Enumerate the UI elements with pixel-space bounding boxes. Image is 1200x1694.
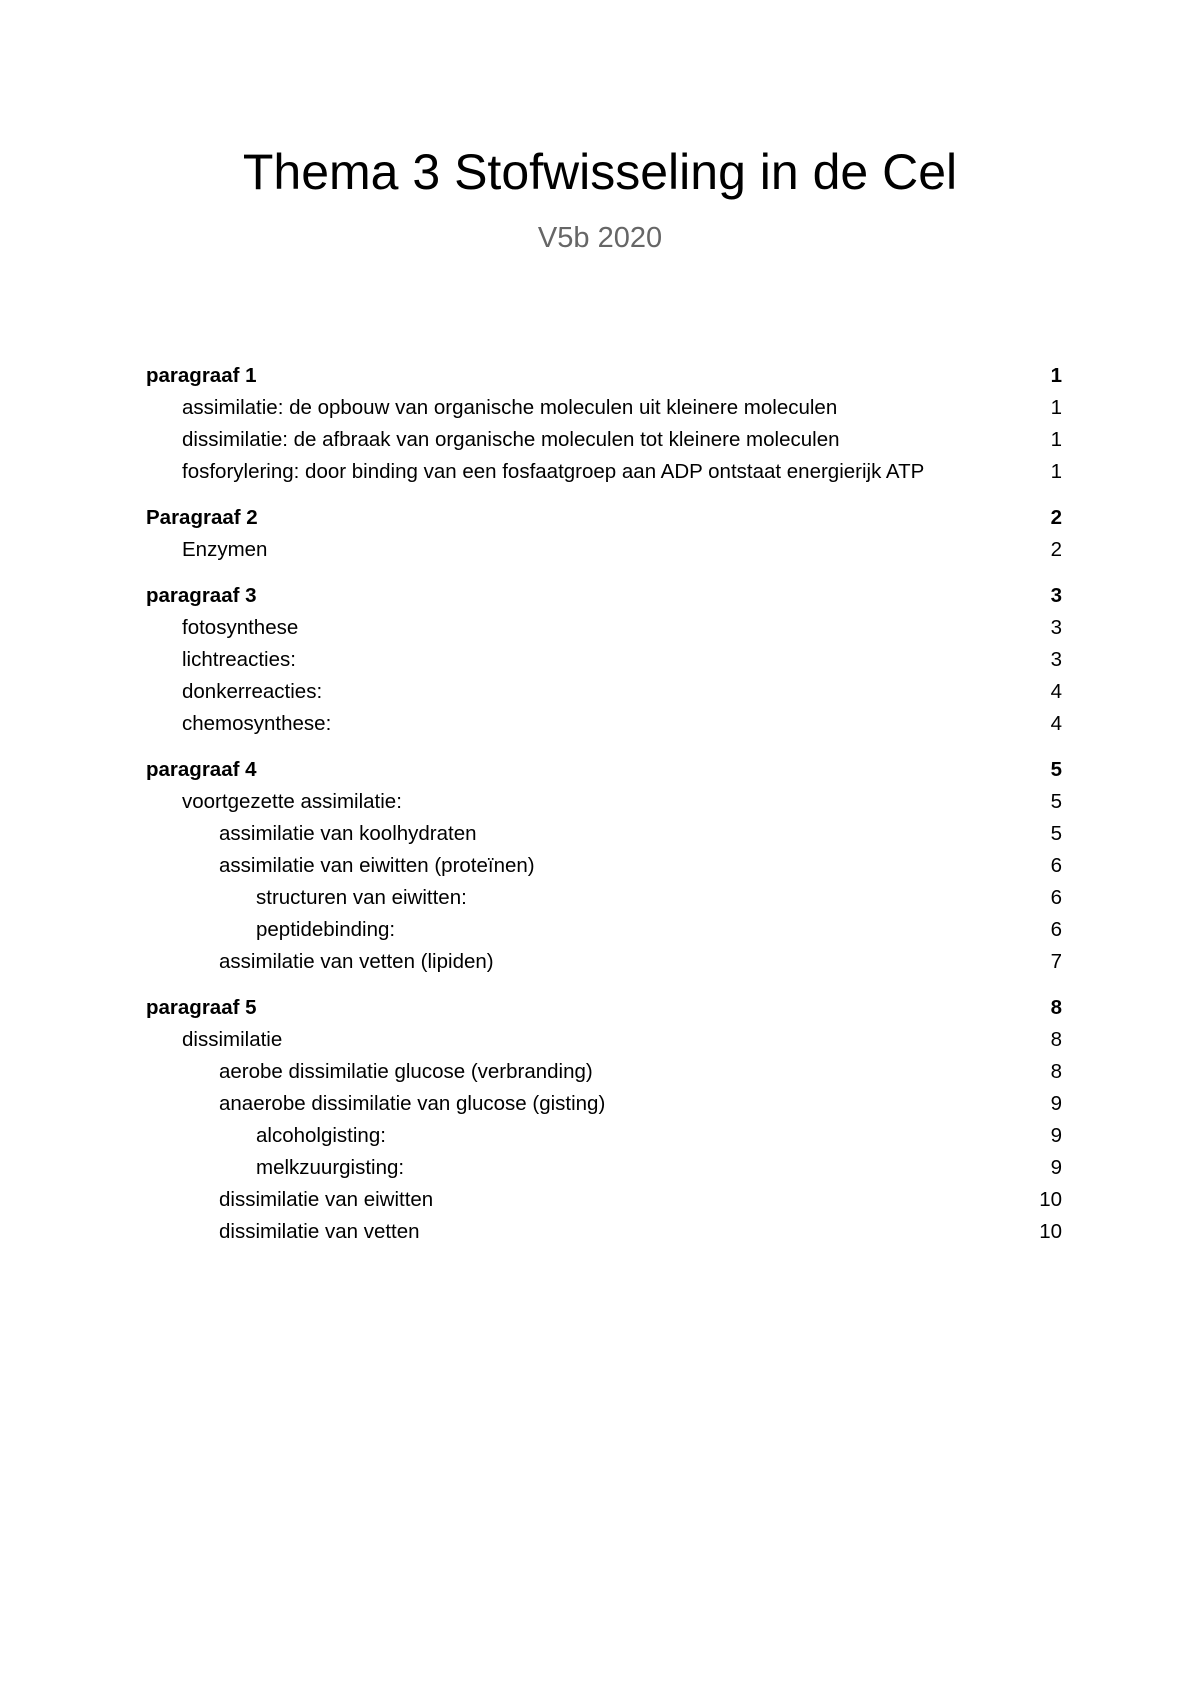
toc-entry-title: fosforylering: door binding van een fosfaatgroep aan ADP ontstaat energierijk ATP [182,460,925,483]
toc-entry-title: Paragraaf 2 [146,506,258,529]
toc-entry-title: alcoholgisting: [256,1124,386,1147]
toc-entry-page: 7 [1050,950,1062,973]
toc-entry-title: fotosynthese [182,616,299,639]
toc-entry-title: paragraaf 1 [146,364,257,387]
toc-entry-page: 5 [1050,822,1062,845]
toc-entry-title: assimilatie: de opbouw van organische moleculen uit kleinere moleculen [182,396,838,419]
toc-entry[interactable] [146,992,1062,1024]
toc-entry-page: 10 [1039,1188,1062,1211]
toc-entry-page: 1 [1050,460,1062,483]
toc-entry[interactable] [146,946,1062,978]
toc-entry-title: assimilatie van koolhydraten [219,822,477,845]
toc-entry-title: paragraaf 3 [146,584,257,607]
toc-entry-title: voortgezette assimilatie: [182,790,402,813]
toc-entry[interactable] [146,580,1062,612]
toc-entry-page: 9 [1050,1092,1062,1115]
toc-entry-page: 8 [1050,1028,1062,1051]
toc-entry-page: 8 [1050,1060,1062,1083]
toc-entry-page: 4 [1050,712,1062,735]
toc-entry-page: 5 [1050,758,1062,781]
toc-entry[interactable] [146,1056,1062,1088]
toc-entry-page: 10 [1039,1220,1062,1243]
toc-entry[interactable] [146,1024,1062,1056]
toc-entry-page: 1 [1050,396,1062,419]
toc-entry-title: melkzuurgisting: [256,1156,405,1179]
toc-entry-title: structuren van eiwitten: [256,886,467,909]
toc-entry-title: peptidebinding: [256,918,396,941]
toc-entry[interactable] [146,456,1062,488]
toc-entry[interactable] [146,534,1062,566]
toc-entry[interactable] [146,676,1062,708]
toc-entry[interactable] [146,882,1062,914]
toc-entry-page: 9 [1050,1124,1062,1147]
toc-entry-title: lichtreacties: [182,648,296,671]
toc-entry-page: 1 [1050,428,1062,451]
toc-entry[interactable] [146,1088,1062,1120]
toc-entry-page: 3 [1050,616,1062,639]
toc-entry-title: assimilatie van vetten (lipiden) [219,950,494,973]
toc-entry[interactable] [146,818,1062,850]
toc-entry-title: aerobe dissimilatie glucose (verbranding) [219,1060,593,1083]
toc-entry[interactable] [146,914,1062,946]
toc-entry-title: Enzymen [182,538,268,561]
toc-entry-title: anaerobe dissimilatie van glucose (gisting) [219,1092,606,1115]
toc-entry[interactable] [146,708,1062,740]
toc-entry[interactable] [146,502,1062,534]
toc-entry[interactable] [146,612,1062,644]
toc-entry-page: 3 [1050,584,1062,607]
toc-entry[interactable] [146,1152,1062,1184]
toc-entry-title: donkerreacties: [182,680,323,703]
toc-entry[interactable] [146,392,1062,424]
toc-entry-page: 2 [1050,506,1062,529]
table-of-contents [146,360,1062,1248]
toc-entry-page: 6 [1050,918,1062,941]
toc-entry-page: 5 [1050,790,1062,813]
toc-entry-page: 6 [1050,886,1062,909]
toc-entry-title: chemosynthese: [182,712,332,735]
document-subtitle: V5b 2020 [537,222,663,254]
toc-entry[interactable] [146,754,1062,786]
toc-entry-title: paragraaf 4 [146,758,257,781]
toc-entry[interactable] [146,786,1062,818]
toc-entry-title: paragraaf 5 [146,996,257,1019]
toc-entry-title: dissimilatie van vetten [219,1220,420,1243]
toc-entry-title: dissimilatie van eiwitten [219,1188,434,1211]
toc-entry-page: 9 [1050,1156,1062,1179]
toc-entry-page: 6 [1050,854,1062,877]
toc-entry[interactable] [146,1216,1062,1248]
toc-entry[interactable] [146,1184,1062,1216]
toc-entry[interactable] [146,644,1062,676]
document-title: Thema 3 Stofwisseling in de Cel [242,144,958,200]
toc-entry-page: 4 [1050,680,1062,703]
toc-entry[interactable] [146,424,1062,456]
toc-entry-title: dissimilatie [182,1028,283,1051]
toc-entry-page: 3 [1050,648,1062,671]
toc-entry-page: 1 [1050,364,1062,387]
toc-entry-page: 2 [1050,538,1062,561]
toc-entry-title: dissimilatie: de afbraak van organische moleculen tot kleinere moleculen [182,428,840,451]
toc-entry[interactable] [146,360,1062,392]
toc-entry-page: 8 [1050,996,1062,1019]
toc-entry-title: assimilatie van eiwitten (proteïnen) [219,854,535,877]
toc-entry[interactable] [146,850,1062,882]
toc-entry[interactable] [146,1120,1062,1152]
